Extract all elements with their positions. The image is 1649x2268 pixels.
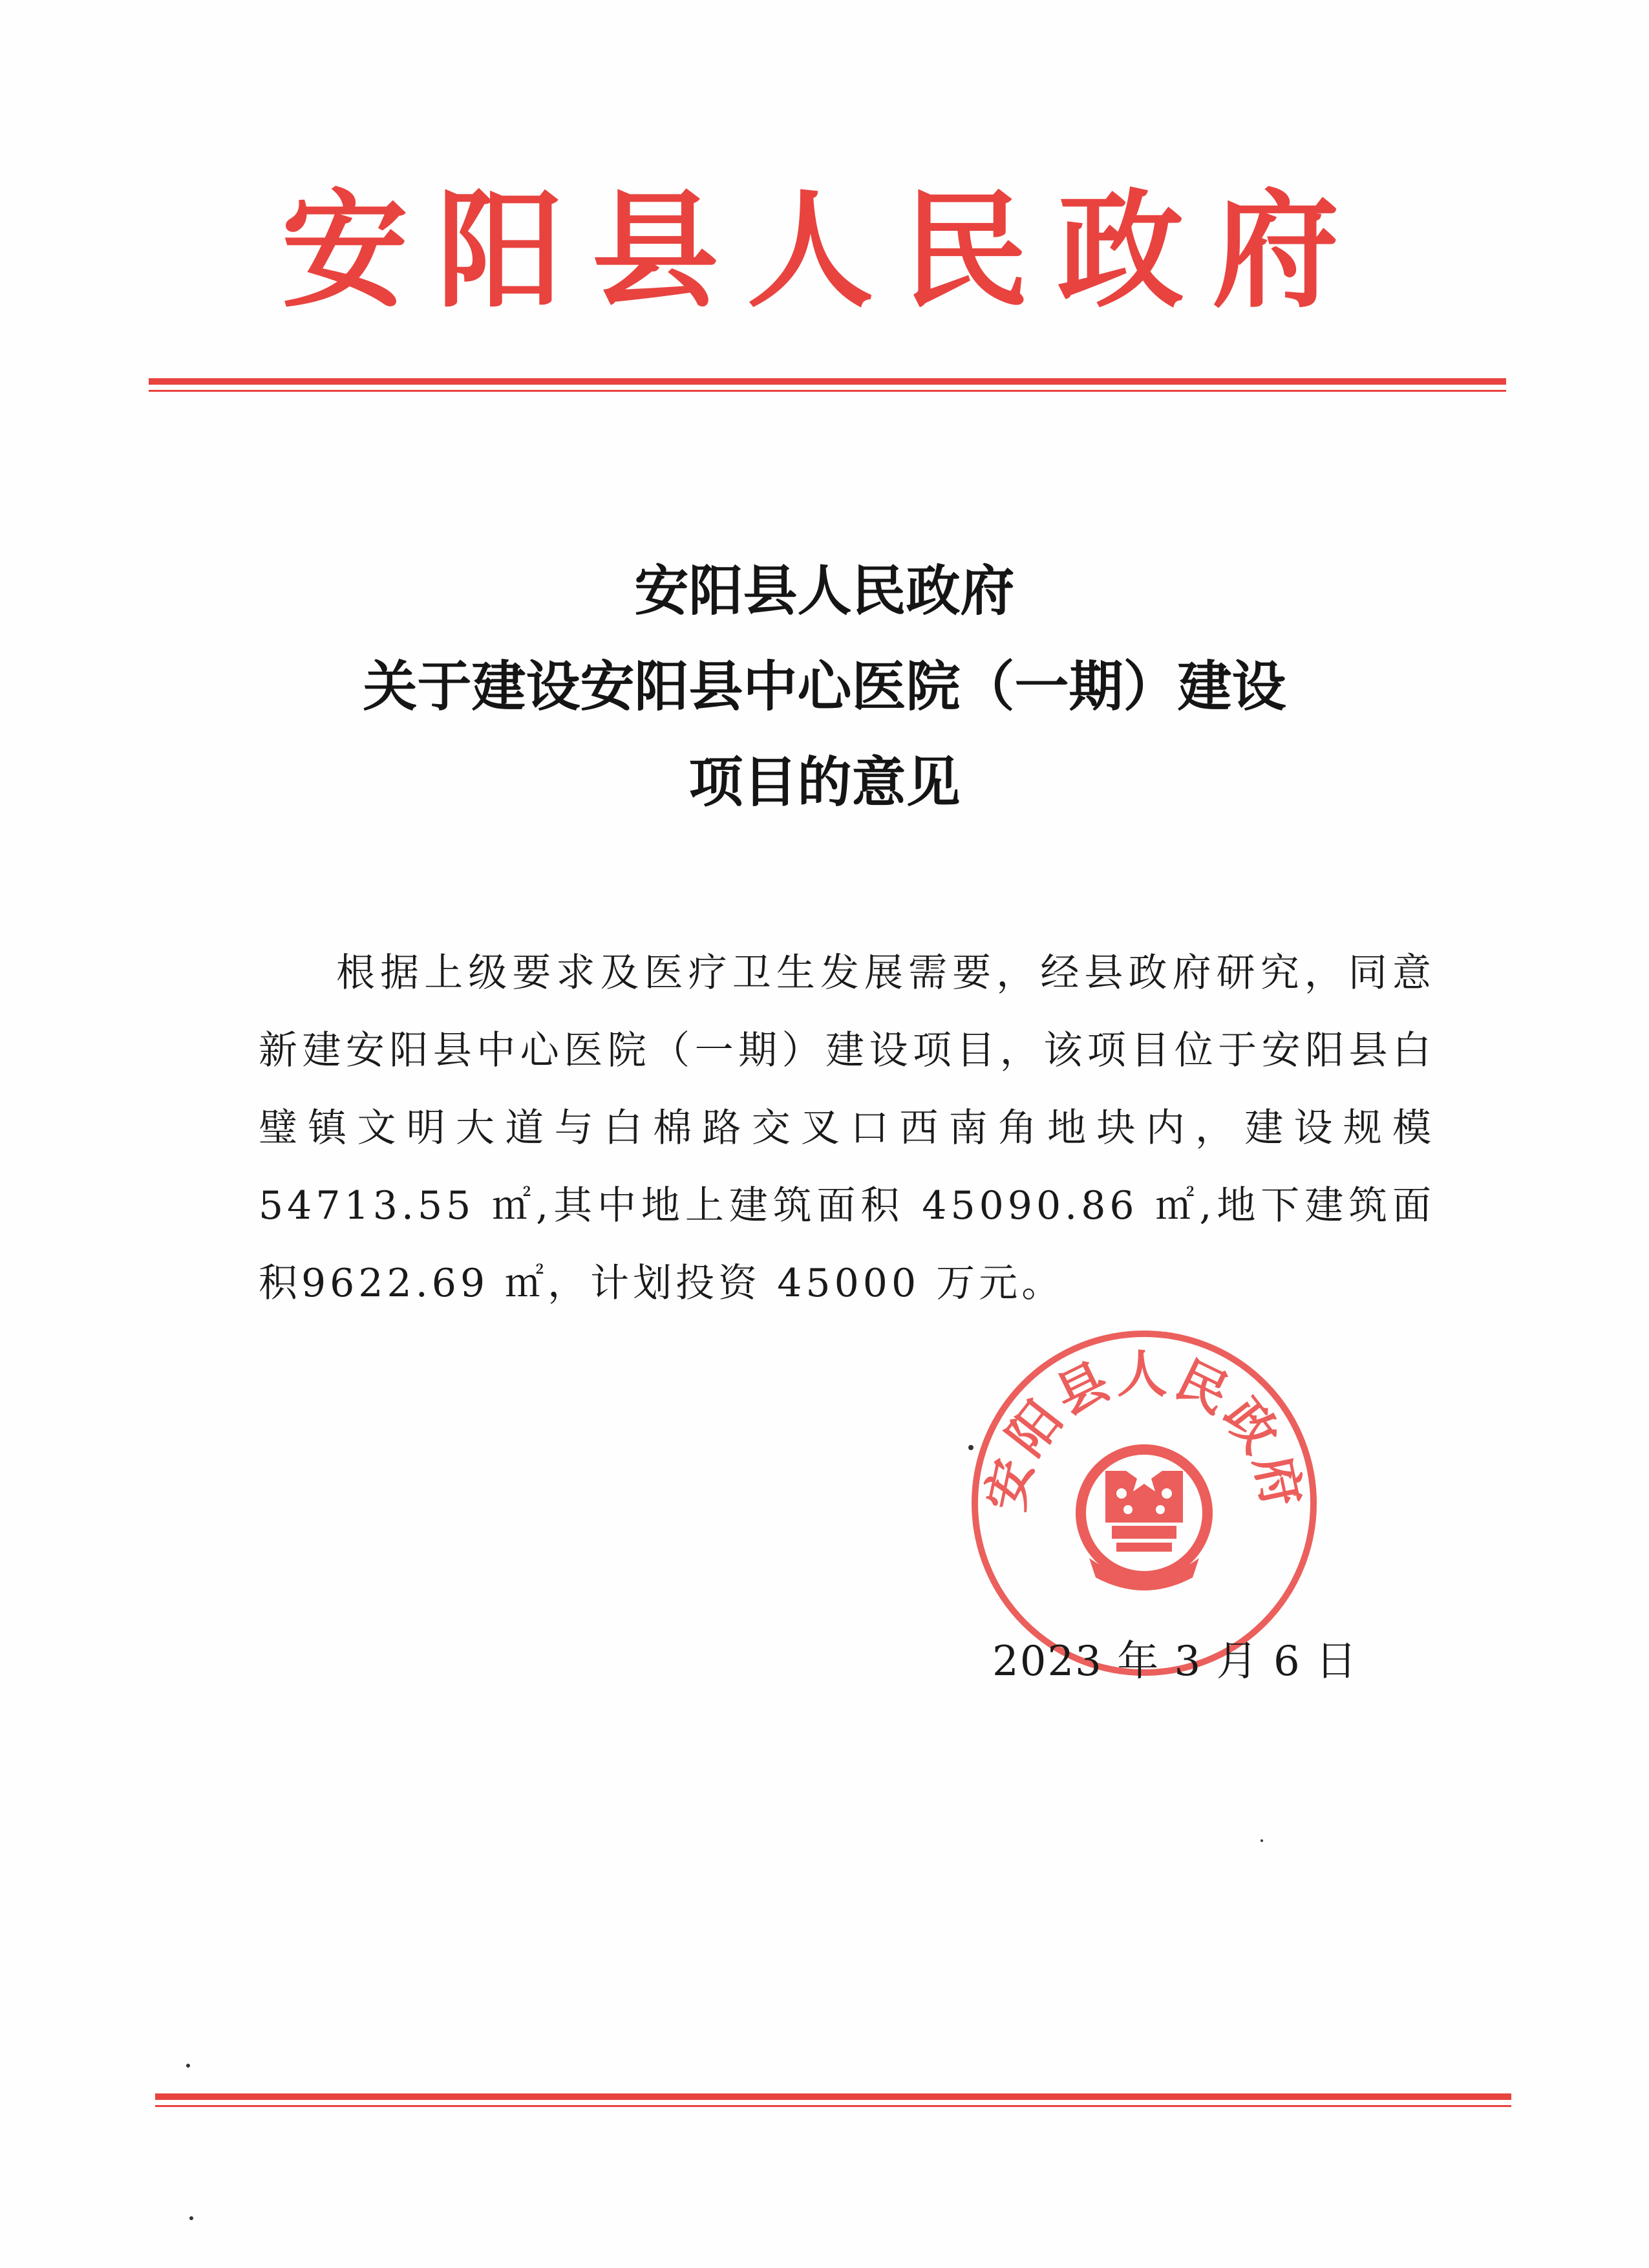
red-header-issuer: 安阳县人民政府	[281, 177, 1368, 325]
title-line-1: 安阳县人民政府	[634, 559, 1015, 623]
header-red-rule-thin	[149, 390, 1506, 392]
body-paragraph: 根据上级要求及医疗卫生发展需要，经县政府研究，同意新建安阳县中心医院（一期）建设项目，该项目位于安阳县白璧镇文明大道与白棉路交叉口西南角地块内，建设规模54713.55 ㎡,其中地上建筑面积 45090.86 ㎡,地下建筑面积9622.69 ㎡，计划投资 45000 万元。	[259, 950, 1435, 1306]
title-line-3: 项目的意见	[688, 750, 961, 814]
title-line-2: 关于建设安阳县中心医院（一期）建设	[363, 654, 1286, 718]
header-red-rule-thick	[149, 378, 1506, 385]
seal-ring-text: 安阳县人民政府	[975, 1345, 1313, 1516]
national-emblem-icon	[1081, 1450, 1207, 1590]
document-title	[0, 543, 1649, 830]
scan-speck	[1261, 1839, 1263, 1842]
scan-speck	[189, 2216, 193, 2220]
footer-red-rule-thin	[155, 2105, 1511, 2107]
scan-speck	[186, 2064, 190, 2068]
scan-speck	[968, 1445, 973, 1450]
signature-date: 2023 年 3 月 6 日	[992, 1638, 1359, 1685]
footer-red-rule-thick	[155, 2093, 1511, 2100]
